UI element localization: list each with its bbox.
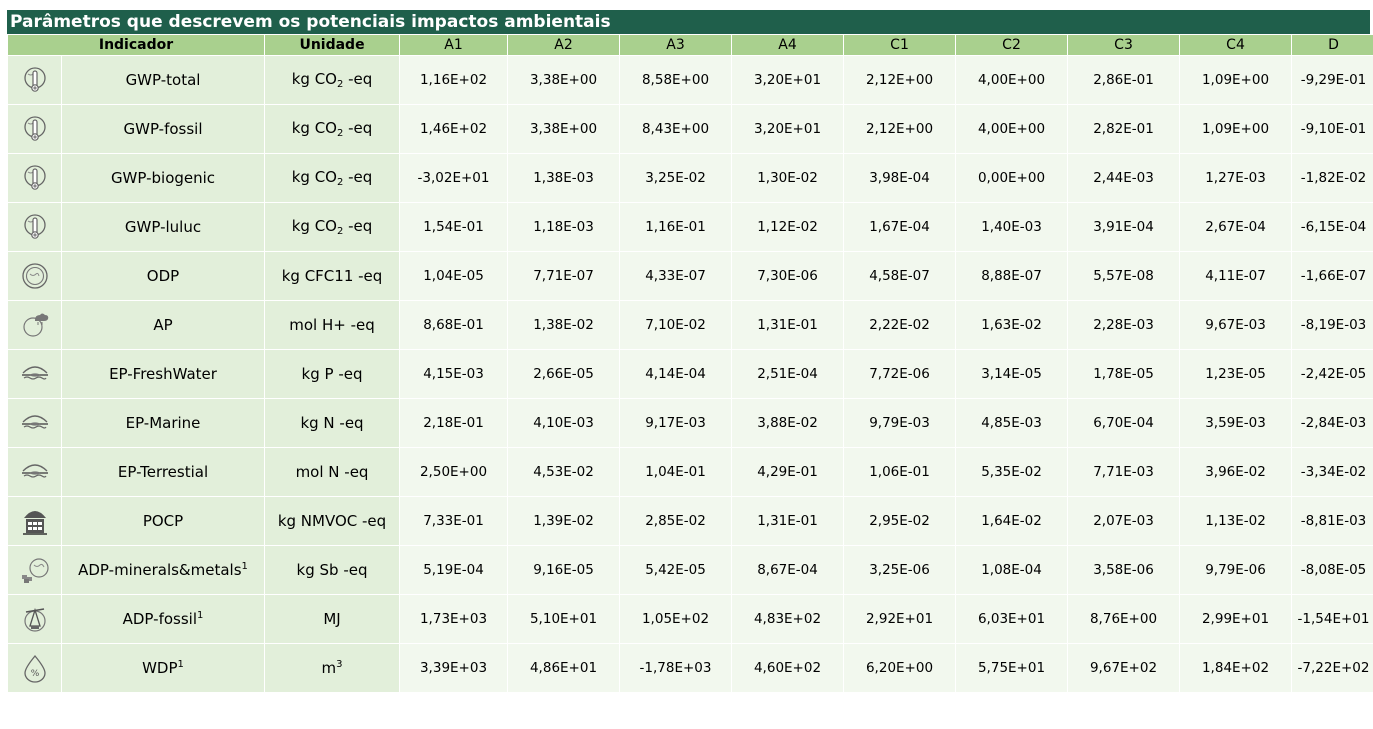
thermometer-globe-icon bbox=[20, 163, 50, 193]
unit-text: mol N -eq bbox=[295, 463, 369, 481]
value-cell: 3,39E+03 bbox=[400, 644, 508, 693]
indicator-cell bbox=[62, 546, 265, 595]
eutrophication-icon bbox=[20, 457, 50, 487]
value-cell: 9,79E-03 bbox=[844, 399, 956, 448]
value-cell: 1,05E+02 bbox=[620, 595, 732, 644]
indicator-cell bbox=[62, 595, 265, 644]
value-cell: -2,42E-05 bbox=[1292, 350, 1373, 399]
value-cell: 8,68E-01 bbox=[400, 301, 508, 350]
value-cell: 2,92E+01 bbox=[844, 595, 956, 644]
thermometer-globe-icon bbox=[20, 65, 50, 95]
value-cell: 3,38E+00 bbox=[508, 105, 620, 154]
indicator-name: GWP-biogenic bbox=[110, 169, 216, 187]
table-row bbox=[8, 301, 1373, 350]
indicator-name: ODP bbox=[146, 267, 180, 285]
indicator-name: GWP-fossil bbox=[123, 120, 203, 138]
unit-cell bbox=[265, 497, 400, 546]
value-cell: 4,86E+01 bbox=[508, 644, 620, 693]
value-cell: 2,28E-03 bbox=[1068, 301, 1180, 350]
unit-text: kg CO bbox=[291, 168, 337, 186]
value-cell: 1,12E-02 bbox=[732, 203, 844, 252]
value-cell: 4,60E+02 bbox=[732, 644, 844, 693]
indicator-cell bbox=[62, 644, 265, 693]
indicator-icon-cell bbox=[8, 448, 62, 497]
value-cell: 2,22E-02 bbox=[844, 301, 956, 350]
impact-table bbox=[7, 34, 1373, 693]
value-cell: 2,18E-01 bbox=[400, 399, 508, 448]
indicator-icon-cell bbox=[8, 644, 62, 693]
indicator-icon-cell bbox=[8, 105, 62, 154]
value-cell: 8,58E+00 bbox=[620, 56, 732, 105]
value-cell: 2,12E+00 bbox=[844, 56, 956, 105]
value-cell: 1,38E-02 bbox=[508, 301, 620, 350]
value-cell: 4,29E-01 bbox=[732, 448, 844, 497]
unit-cell bbox=[265, 644, 400, 693]
indicator-cell bbox=[62, 56, 265, 105]
header-module: C4 bbox=[1180, 35, 1292, 56]
value-cell: 3,59E-03 bbox=[1180, 399, 1292, 448]
water-drop-icon bbox=[20, 653, 50, 683]
value-cell: 6,03E+01 bbox=[956, 595, 1068, 644]
indicator-cell bbox=[62, 203, 265, 252]
table-row bbox=[8, 105, 1373, 154]
value-cell: 4,14E-04 bbox=[620, 350, 732, 399]
indicator-icon-cell bbox=[8, 252, 62, 301]
table-title: Parâmetros que descrevem os potenciais impactos ambientais bbox=[7, 10, 1370, 34]
value-cell: 3,98E-04 bbox=[844, 154, 956, 203]
value-cell: 2,99E+01 bbox=[1180, 595, 1292, 644]
table-row bbox=[8, 644, 1373, 693]
oil-pump-globe-icon bbox=[20, 604, 50, 634]
value-cell: -1,66E-07 bbox=[1292, 252, 1373, 301]
value-cell: 9,67E+02 bbox=[1068, 644, 1180, 693]
value-cell: 1,27E-03 bbox=[1180, 154, 1292, 203]
indicator-name: EP-Marine bbox=[125, 414, 201, 432]
value-cell: 4,11E-07 bbox=[1180, 252, 1292, 301]
value-cell: 1,78E-05 bbox=[1068, 350, 1180, 399]
unit-text: kg NMVOC -eq bbox=[277, 512, 387, 530]
value-cell: 3,38E+00 bbox=[508, 56, 620, 105]
value-cell: 5,42E-05 bbox=[620, 546, 732, 595]
value-cell: 0,00E+00 bbox=[956, 154, 1068, 203]
unit-text: kg Sb -eq bbox=[296, 561, 368, 579]
indicator-name: GWP-luluc bbox=[124, 218, 202, 236]
value-cell: 8,88E-07 bbox=[956, 252, 1068, 301]
footnote-marker: 1 bbox=[197, 610, 204, 621]
indicator-icon-cell bbox=[8, 399, 62, 448]
indicator-icon-cell bbox=[8, 546, 62, 595]
impact-table-container bbox=[7, 10, 1370, 693]
value-cell: 9,16E-05 bbox=[508, 546, 620, 595]
value-cell: 5,75E+01 bbox=[956, 644, 1068, 693]
value-cell: -2,84E-03 bbox=[1292, 399, 1373, 448]
unit-subscript: 2 bbox=[336, 79, 344, 90]
value-cell: 4,85E-03 bbox=[956, 399, 1068, 448]
value-cell: 2,07E-03 bbox=[1068, 497, 1180, 546]
unit-suffix: -eq bbox=[343, 70, 373, 88]
value-cell: 1,31E-01 bbox=[732, 301, 844, 350]
unit-cell bbox=[265, 546, 400, 595]
value-cell: 2,82E-01 bbox=[1068, 105, 1180, 154]
value-cell: 1,06E-01 bbox=[844, 448, 956, 497]
indicator-name: WDP bbox=[142, 659, 178, 677]
thermometer-globe-icon bbox=[20, 114, 50, 144]
value-cell: 2,44E-03 bbox=[1068, 154, 1180, 203]
indicator-name: EP-Terrestial bbox=[117, 463, 209, 481]
value-cell: 1,09E+00 bbox=[1180, 56, 1292, 105]
unit-suffix: -eq bbox=[343, 119, 373, 137]
unit-text: kg CFC11 -eq bbox=[281, 267, 383, 285]
table-row bbox=[8, 448, 1373, 497]
unit-cell bbox=[265, 350, 400, 399]
value-cell: 1,67E-04 bbox=[844, 203, 956, 252]
value-cell: 9,17E-03 bbox=[620, 399, 732, 448]
value-cell: 1,39E-02 bbox=[508, 497, 620, 546]
acid-rain-icon bbox=[20, 310, 50, 340]
header-module: C1 bbox=[844, 35, 956, 56]
unit-text: kg CO bbox=[291, 217, 337, 235]
table-row bbox=[8, 252, 1373, 301]
indicator-name: GWP-total bbox=[125, 71, 201, 89]
value-cell: 4,00E+00 bbox=[956, 56, 1068, 105]
value-cell: 1,13E-02 bbox=[1180, 497, 1292, 546]
value-cell: 3,25E-06 bbox=[844, 546, 956, 595]
unit-cell bbox=[265, 595, 400, 644]
indicator-cell bbox=[62, 252, 265, 301]
value-cell: -8,81E-03 bbox=[1292, 497, 1373, 546]
value-cell: 1,63E-02 bbox=[956, 301, 1068, 350]
value-cell: 5,35E-02 bbox=[956, 448, 1068, 497]
indicator-name: ADP-fossil bbox=[122, 610, 197, 628]
indicator-cell bbox=[62, 154, 265, 203]
value-cell: 5,19E-04 bbox=[400, 546, 508, 595]
unit-text: kg CO bbox=[291, 119, 337, 137]
value-cell: -8,08E-05 bbox=[1292, 546, 1373, 595]
value-cell: 1,64E-02 bbox=[956, 497, 1068, 546]
header-indicator: Indicador bbox=[8, 35, 265, 56]
unit-suffix: -eq bbox=[343, 217, 373, 235]
indicator-cell bbox=[62, 350, 265, 399]
value-cell: 7,30E-06 bbox=[732, 252, 844, 301]
value-cell: 1,16E+02 bbox=[400, 56, 508, 105]
value-cell: 3,96E-02 bbox=[1180, 448, 1292, 497]
value-cell: 1,04E-05 bbox=[400, 252, 508, 301]
value-cell: -3,02E+01 bbox=[400, 154, 508, 203]
value-cell: 4,00E+00 bbox=[956, 105, 1068, 154]
header-module: A3 bbox=[620, 35, 732, 56]
value-cell: 3,20E+01 bbox=[732, 56, 844, 105]
header-row bbox=[8, 35, 1373, 56]
smog-factory-icon bbox=[20, 506, 50, 536]
unit-cell bbox=[265, 154, 400, 203]
svg-text:%: % bbox=[30, 669, 39, 679]
indicator-name: EP-FreshWater bbox=[109, 365, 217, 383]
value-cell: 1,54E-01 bbox=[400, 203, 508, 252]
value-cell: 7,71E-07 bbox=[508, 252, 620, 301]
value-cell: 6,20E+00 bbox=[844, 644, 956, 693]
value-cell: 7,72E-06 bbox=[844, 350, 956, 399]
minerals-globe-icon bbox=[20, 555, 50, 585]
value-cell: 8,67E-04 bbox=[732, 546, 844, 595]
table-row bbox=[8, 154, 1373, 203]
value-cell: 1,40E-03 bbox=[956, 203, 1068, 252]
value-cell: 4,33E-07 bbox=[620, 252, 732, 301]
indicator-icon-cell bbox=[8, 595, 62, 644]
value-cell: 2,67E-04 bbox=[1180, 203, 1292, 252]
unit-suffix: -eq bbox=[343, 168, 373, 186]
header-module: A2 bbox=[508, 35, 620, 56]
table-row bbox=[8, 497, 1373, 546]
table-row bbox=[8, 399, 1373, 448]
value-cell: 7,10E-02 bbox=[620, 301, 732, 350]
header-module: A4 bbox=[732, 35, 844, 56]
unit-subscript: 2 bbox=[336, 128, 344, 139]
footnote-marker: 1 bbox=[241, 561, 248, 572]
value-cell: 1,04E-01 bbox=[620, 448, 732, 497]
eutrophication-icon bbox=[20, 359, 50, 389]
value-cell: -1,78E+03 bbox=[620, 644, 732, 693]
value-cell: 7,33E-01 bbox=[400, 497, 508, 546]
thermometer-globe-icon bbox=[20, 212, 50, 242]
value-cell: -1,82E-02 bbox=[1292, 154, 1373, 203]
unit-subscript: 2 bbox=[336, 226, 344, 237]
indicator-icon-cell bbox=[8, 56, 62, 105]
unit-cell bbox=[265, 399, 400, 448]
value-cell: 5,10E+01 bbox=[508, 595, 620, 644]
header-module: D bbox=[1292, 35, 1373, 56]
value-cell: 1,38E-03 bbox=[508, 154, 620, 203]
indicator-icon-cell bbox=[8, 350, 62, 399]
value-cell: -9,10E-01 bbox=[1292, 105, 1373, 154]
indicator-cell bbox=[62, 448, 265, 497]
value-cell: 1,46E+02 bbox=[400, 105, 508, 154]
indicator-name: AP bbox=[153, 316, 173, 334]
value-cell: 2,51E-04 bbox=[732, 350, 844, 399]
indicator-icon-cell bbox=[8, 203, 62, 252]
value-cell: 4,53E-02 bbox=[508, 448, 620, 497]
value-cell: -9,29E-01 bbox=[1292, 56, 1373, 105]
value-cell: -8,19E-03 bbox=[1292, 301, 1373, 350]
header-module: A1 bbox=[400, 35, 508, 56]
indicator-cell bbox=[62, 497, 265, 546]
table-row bbox=[8, 595, 1373, 644]
value-cell: 8,76E+00 bbox=[1068, 595, 1180, 644]
indicator-cell bbox=[62, 399, 265, 448]
unit-subscript: 2 bbox=[336, 177, 344, 188]
value-cell: 1,73E+03 bbox=[400, 595, 508, 644]
indicator-name: POCP bbox=[142, 512, 184, 530]
header-module: C2 bbox=[956, 35, 1068, 56]
indicator-cell bbox=[62, 301, 265, 350]
value-cell: -1,54E+01 bbox=[1292, 595, 1373, 644]
unit-cell bbox=[265, 203, 400, 252]
value-cell: -3,34E-02 bbox=[1292, 448, 1373, 497]
header-unit: Unidade bbox=[265, 35, 400, 56]
unit-text: kg P -eq bbox=[301, 365, 363, 383]
value-cell: 1,30E-02 bbox=[732, 154, 844, 203]
header-module: C3 bbox=[1068, 35, 1180, 56]
value-cell: 4,83E+02 bbox=[732, 595, 844, 644]
value-cell: 1,84E+02 bbox=[1180, 644, 1292, 693]
unit-cell bbox=[265, 252, 400, 301]
value-cell: 1,09E+00 bbox=[1180, 105, 1292, 154]
unit-cell bbox=[265, 448, 400, 497]
value-cell: 7,71E-03 bbox=[1068, 448, 1180, 497]
table-row bbox=[8, 546, 1373, 595]
value-cell: 5,57E-08 bbox=[1068, 252, 1180, 301]
unit-text: kg N -eq bbox=[300, 414, 364, 432]
value-cell: 1,23E-05 bbox=[1180, 350, 1292, 399]
value-cell: 4,10E-03 bbox=[508, 399, 620, 448]
ozone-globe-icon bbox=[20, 261, 50, 291]
value-cell: 9,67E-03 bbox=[1180, 301, 1292, 350]
value-cell: 3,25E-02 bbox=[620, 154, 732, 203]
indicator-name: ADP-minerals&metals bbox=[78, 561, 242, 579]
value-cell: 3,20E+01 bbox=[732, 105, 844, 154]
value-cell: 1,08E-04 bbox=[956, 546, 1068, 595]
unit-text: MJ bbox=[323, 610, 341, 628]
unit-cell bbox=[265, 105, 400, 154]
value-cell: 3,91E-04 bbox=[1068, 203, 1180, 252]
value-cell: 3,14E-05 bbox=[956, 350, 1068, 399]
unit-text: mol H+ -eq bbox=[289, 316, 375, 334]
unit-cell bbox=[265, 56, 400, 105]
value-cell: -7,22E+02 bbox=[1292, 644, 1373, 693]
unit-text: m bbox=[321, 659, 337, 677]
value-cell: 2,95E-02 bbox=[844, 497, 956, 546]
indicator-icon-cell bbox=[8, 497, 62, 546]
value-cell: 3,58E-06 bbox=[1068, 546, 1180, 595]
value-cell: 9,79E-06 bbox=[1180, 546, 1292, 595]
footnote-marker: 1 bbox=[177, 659, 184, 670]
unit-superscript: 3 bbox=[336, 659, 343, 670]
value-cell: 2,12E+00 bbox=[844, 105, 956, 154]
value-cell: 1,16E-01 bbox=[620, 203, 732, 252]
table-row bbox=[8, 56, 1373, 105]
value-cell: 6,70E-04 bbox=[1068, 399, 1180, 448]
value-cell: 2,66E-05 bbox=[508, 350, 620, 399]
unit-text: kg CO bbox=[291, 70, 337, 88]
eutrophication-icon bbox=[20, 408, 50, 438]
indicator-icon-cell bbox=[8, 301, 62, 350]
unit-cell bbox=[265, 301, 400, 350]
value-cell: 1,18E-03 bbox=[508, 203, 620, 252]
value-cell: 3,88E-02 bbox=[732, 399, 844, 448]
value-cell: 2,85E-02 bbox=[620, 497, 732, 546]
value-cell: -6,15E-04 bbox=[1292, 203, 1373, 252]
table-row bbox=[8, 350, 1373, 399]
value-cell: 2,86E-01 bbox=[1068, 56, 1180, 105]
value-cell: 2,50E+00 bbox=[400, 448, 508, 497]
table-row bbox=[8, 203, 1373, 252]
value-cell: 4,58E-07 bbox=[844, 252, 956, 301]
value-cell: 8,43E+00 bbox=[620, 105, 732, 154]
value-cell: 4,15E-03 bbox=[400, 350, 508, 399]
value-cell: 1,31E-01 bbox=[732, 497, 844, 546]
indicator-icon-cell bbox=[8, 154, 62, 203]
indicator-cell bbox=[62, 105, 265, 154]
